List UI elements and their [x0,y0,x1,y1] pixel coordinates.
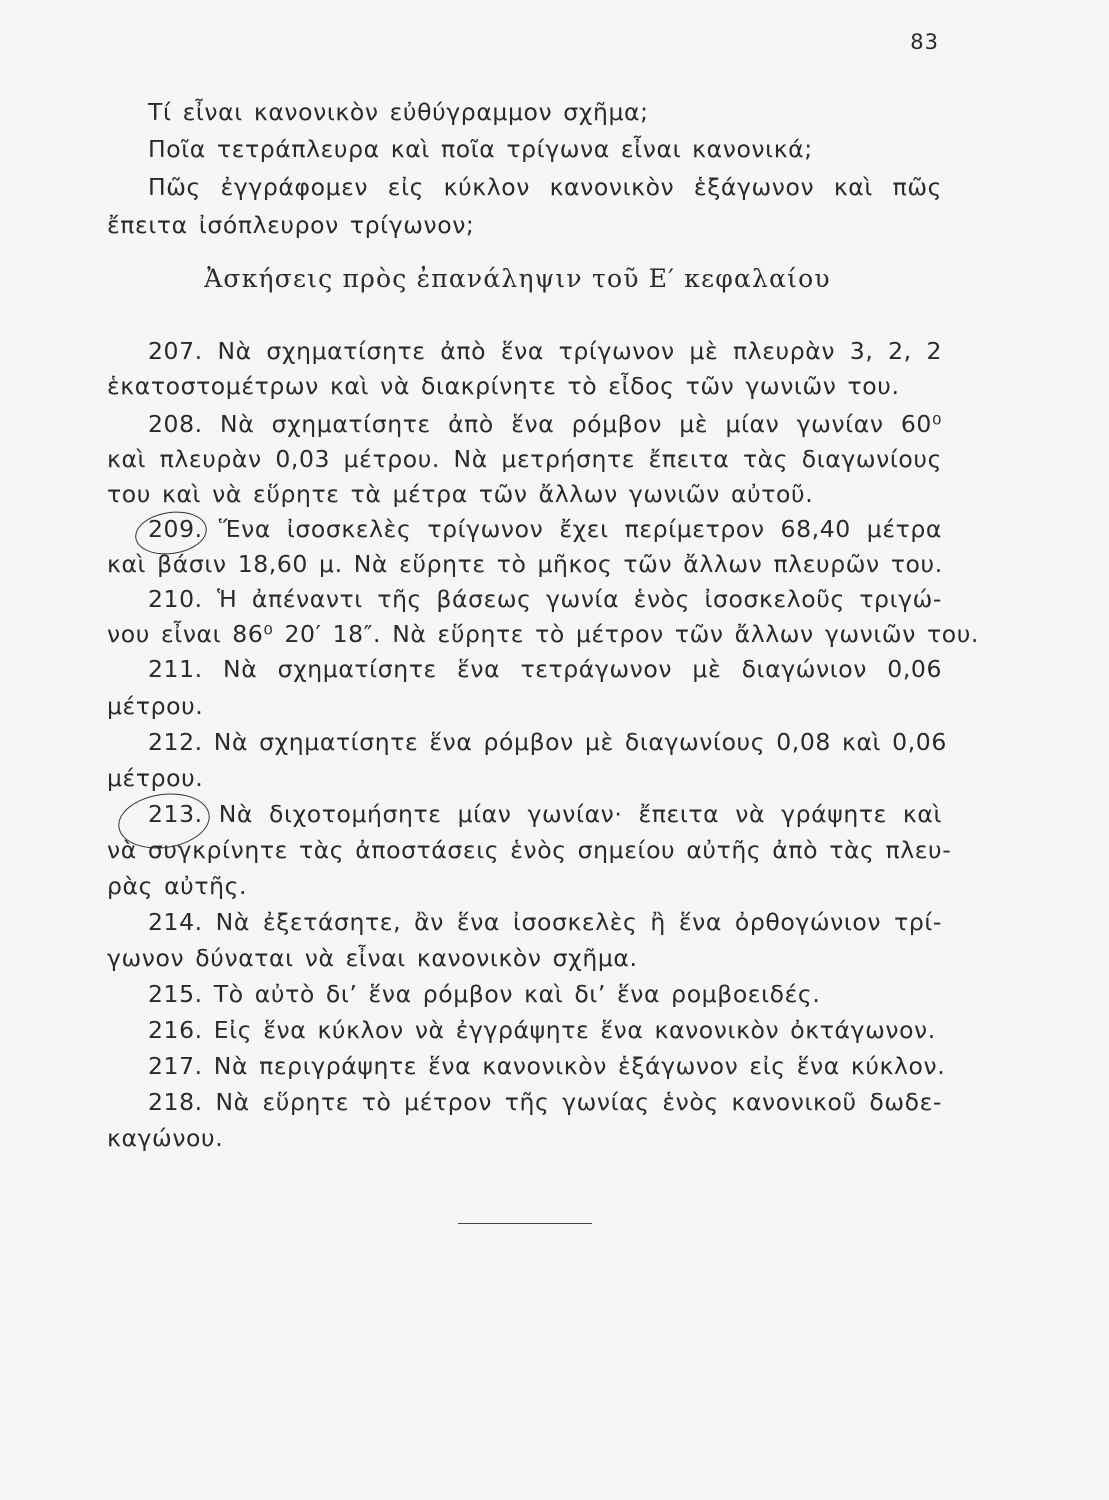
exercise-line: 208. Νὰ σχηματίσητε ἀπὸ ἕνα ρόμβον μὲ μίαν γωνίαν 60⁰ [148,410,942,438]
exercise-line: 218. Νὰ εὕρητε τὸ μέτρον τῆς γωνίας ἑνὸς κανονικοῦ δωδε- [148,1088,942,1116]
exercise-line: 207. Νὰ σχηματίσητε ἀπὸ ἕνα τρίγωνον μὲ πλευρὰν 3, 2, 2 [148,337,942,365]
question-line: ἔπειτα ἰσόπλευρον τρίγωνον; [107,211,475,239]
exercise-line: μέτρου. [107,764,204,792]
exercise-line: 211. Νὰ σχηματίσητε ἕνα τετράγωνον μὲ διαγώνιον 0,06 [148,655,942,683]
exercise-line: 214. Νὰ ἐξετάσητε, ἂν ἕνα ἰσοσκελὲς ἢ ἕνα ὀρθογώνιον τρί- [148,908,942,936]
page-number: 83 [910,30,939,54]
exercise-line: 213. Νὰ διχοτομήσητε μίαν γωνίαν· ἔπειτα νὰ γράψητε καὶ [148,800,942,828]
exercise-line: καγώνου. [107,1124,224,1152]
exercise-line: καὶ βάσιν 18,60 μ. Νὰ εὕρητε τὸ μῆκος τῶν ἄλλων πλευρῶν του. [107,550,943,578]
exercise-line: γωνον δύναται νὰ εἶναι κανονικὸν σχῆμα. [107,944,638,972]
question-line: Πῶς ἐγγράφομεν εἰς κύκλον κανονικὸν ἑξάγωνον καὶ πῶς [148,173,942,201]
question-line: Τί εἶναι κανονικὸν εὐθύγραμμον σχῆμα; [148,98,649,126]
exercise-line: 209. Ἕνα ἰσοσκελὲς τρίγωνον ἔχει περίμετρον 68,40 μέτρα [148,515,942,543]
exercise-line: 215. Τὸ αὐτὸ δι’ ἕνα ρόμβον καὶ δι’ ἕνα ρομβοειδές. [148,980,821,1008]
exercise-line: νου εἶναι 86⁰ 20′ 18″. Νὰ εὕρητε τὸ μέτρον τῶν ἄλλων γωνιῶν του. [107,620,979,648]
exercise-line: 212. Νὰ σχηματίσητε ἕνα ρόμβον μὲ διαγωνίους 0,08 καὶ 0,06 [148,728,947,756]
exercise-line: του καὶ νὰ εὕρητε τὰ μέτρα τῶν ἄλλων γωνιῶν αὐτοῦ. [107,480,814,508]
exercise-line: μέτρου. [107,692,204,720]
exercise-line: 216. Εἰς ἕνα κύκλον νὰ ἐγγράψητε ἕνα κανονικὸν ὀκτάγωνον. [148,1016,936,1044]
exercise-line: καὶ πλευρὰν 0,03 μέτρου. Νὰ μετρήσητε ἔπειτα τὰς διαγωνίους [107,445,942,473]
end-divider [458,1223,592,1224]
section-heading: Ἀσκήσεις πρὸς ἐπανάληψιν τοῦ Ε′ κεφαλαίου [204,264,831,293]
exercise-line: ἑκατοστομέτρων καὶ νὰ διακρίνητε τὸ εἶδος τῶν γωνιῶν του. [107,372,900,400]
question-line: Ποῖα τετράπλευρα καὶ ποῖα τρίγωνα εἶναι κανονικά; [148,135,813,163]
exercise-line: 210. Ἡ ἀπέναντι τῆς βάσεως γωνία ἑνὸς ἰσοσκελοῦς τριγώ- [148,585,942,613]
exercise-line: 217. Νὰ περιγράψητε ἕνα κανονικὸν ἑξάγωνον εἰς ἕνα κύκλον. [148,1052,946,1080]
exercise-line: νὰ συγκρίνητε τὰς ἀποστάσεις ἑνὸς σημείου αὐτῆς ἀπὸ τὰς πλευ- [107,836,952,864]
exercise-line: ρὰς αὐτῆς. [107,872,248,900]
